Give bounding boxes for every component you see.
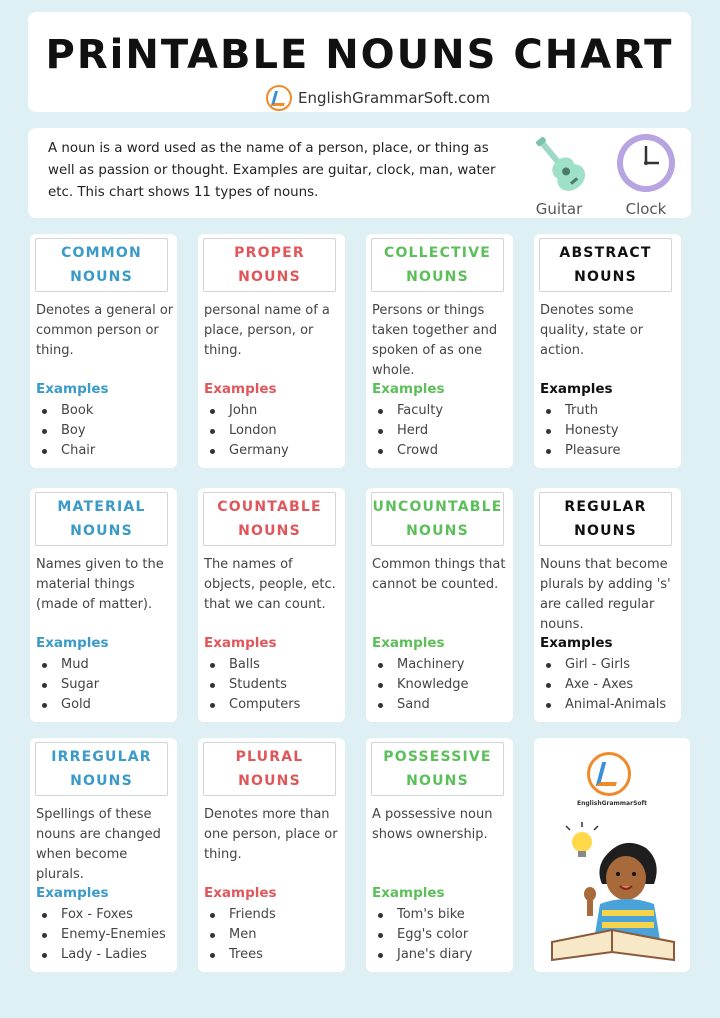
- card-title-line1: PLURAL: [235, 749, 304, 765]
- card-title-line2: NOUNS: [574, 269, 637, 285]
- intro-panel: [28, 128, 691, 218]
- example-item: Jane's diary: [372, 945, 472, 965]
- card-title-box: [539, 238, 672, 292]
- card-title-line1: COLLECTIVE: [383, 245, 491, 261]
- illustration-card: [534, 738, 690, 972]
- example-item: Lady - Ladies: [36, 945, 166, 965]
- example-item: Gold: [36, 695, 99, 715]
- card-title-box: [35, 238, 168, 292]
- card-title-line2: NOUNS: [238, 523, 301, 539]
- noun-card: [30, 488, 177, 722]
- card-title-line2: NOUNS: [70, 773, 133, 789]
- card-title-line1: REGULAR: [564, 499, 647, 515]
- example-item: Sand: [372, 695, 468, 715]
- clock-icon: [613, 132, 679, 194]
- card-title-line2: NOUNS: [238, 269, 301, 285]
- card-description: Nouns that become plurals by adding 's' are called regular nouns.: [540, 557, 671, 632]
- card-title-line1: UNCOUNTABLE: [372, 499, 503, 515]
- example-item: Animal-Animals: [540, 695, 666, 715]
- examples-list: [204, 401, 289, 461]
- card-title-line2: NOUNS: [70, 523, 133, 539]
- example-item: Machinery: [372, 655, 468, 675]
- example-item: Knowledge: [372, 675, 468, 695]
- card-title-line2: NOUNS: [574, 523, 637, 539]
- example-item: Trees: [204, 945, 276, 965]
- examples-list: [36, 401, 95, 461]
- brand-logo-icon: [587, 752, 631, 796]
- examples-list: [372, 655, 468, 715]
- card-title-line1: COMMON: [61, 245, 142, 261]
- examples-list: [36, 655, 99, 715]
- card-title-box: [35, 492, 168, 546]
- noun-card: [198, 488, 345, 722]
- noun-card: [30, 234, 177, 468]
- examples-list: [540, 401, 621, 461]
- card-title-line2: NOUNS: [238, 773, 301, 789]
- noun-card: [198, 234, 345, 468]
- examples-label: Examples: [540, 635, 613, 651]
- card-title-line1: MATERIAL: [57, 499, 146, 515]
- example-item: Fox - Foxes: [36, 905, 166, 925]
- example-item: Faculty: [372, 401, 443, 421]
- page-title: PRiNTABLE NOUNS CHART: [45, 32, 674, 78]
- examples-list: [372, 905, 472, 965]
- examples-label: Examples: [204, 635, 277, 651]
- lightbulb-icon: [566, 822, 598, 857]
- example-item: Pleasure: [540, 441, 621, 461]
- example-item: Sugar: [36, 675, 99, 695]
- card-title-line2: NOUNS: [406, 523, 469, 539]
- examples-label: Examples: [372, 885, 445, 901]
- brand-link[interactable]: EnglishGrammarSoft.com: [298, 89, 491, 107]
- example-item: Tom's bike: [372, 905, 472, 925]
- examples-list: [204, 905, 276, 965]
- example-item: London: [204, 421, 289, 441]
- guitar-icon: [524, 132, 594, 194]
- example-item: Egg's color: [372, 925, 472, 945]
- intro-text: A noun is a word used as the name of a person, place, or thing as well as passion or thought. Examples are guitar, clock, man, water etc. This chart shows 11 types of nouns.: [48, 141, 496, 200]
- card-title-box: [539, 492, 672, 546]
- card-title-box: [203, 238, 336, 292]
- card-title-line1: COUNTABLE: [217, 499, 322, 515]
- examples-label: Examples: [36, 885, 109, 901]
- card-title-box: [35, 742, 168, 796]
- examples-label: Examples: [204, 381, 277, 397]
- noun-card: [534, 234, 681, 468]
- noun-card: [198, 738, 345, 972]
- card-description: Common things that cannot be counted.: [372, 557, 506, 592]
- card-title-line1: POSSESSIVE: [383, 749, 492, 765]
- example-item: Crowd: [372, 441, 443, 461]
- noun-card: [30, 738, 177, 972]
- examples-list: [372, 401, 443, 461]
- card-title-box: [203, 742, 336, 796]
- header-panel: [28, 12, 691, 112]
- card-title-line1: IRREGULAR: [51, 749, 152, 765]
- example-item: Herd: [372, 421, 443, 441]
- example-item: John: [204, 401, 289, 421]
- examples-label: Examples: [36, 635, 109, 651]
- card-description: Denotes more than one person, place or thing.: [204, 807, 338, 862]
- example-item: Students: [204, 675, 300, 695]
- brand-logo-icon: [266, 85, 292, 111]
- examples-label: Examples: [540, 381, 613, 397]
- example-item: Balls: [204, 655, 300, 675]
- card-description: personal name of a place, person, or thing.: [204, 303, 330, 358]
- examples-list: [36, 905, 166, 965]
- example-item: Friends: [204, 905, 276, 925]
- card-title-box: [371, 742, 504, 796]
- noun-card: [366, 738, 513, 972]
- card-title-line2: NOUNS: [406, 269, 469, 285]
- clock-caption: Clock: [625, 200, 667, 218]
- example-item: Honesty: [540, 421, 621, 441]
- example-item: Girl - Girls: [540, 655, 666, 675]
- example-item: Boy: [36, 421, 95, 441]
- card-title-box: [203, 492, 336, 546]
- card-description: A possessive noun shows ownership.: [372, 807, 493, 842]
- examples-label: Examples: [372, 635, 445, 651]
- noun-card: [366, 488, 513, 722]
- card-description: Denotes some quality, state or action.: [540, 303, 644, 358]
- example-item: Axe - Axes: [540, 675, 666, 695]
- examples-label: Examples: [36, 381, 109, 397]
- example-item: Truth: [540, 401, 621, 421]
- example-item: Enemy-Enemies: [36, 925, 166, 945]
- card-description: Denotes a general or common person or thing.: [36, 303, 174, 358]
- example-item: Chair: [36, 441, 95, 461]
- example-item: Computers: [204, 695, 300, 715]
- examples-label: Examples: [372, 381, 445, 397]
- example-item: Germany: [204, 441, 289, 461]
- card-title-line2: NOUNS: [70, 269, 133, 285]
- card-description: Persons or things taken together and spoken of as one whole.: [372, 303, 498, 378]
- examples-list: [540, 655, 666, 715]
- card-description: Names given to the material things (made of matter).: [36, 557, 164, 612]
- guitar-caption: Guitar: [535, 200, 583, 218]
- examples-list: [204, 655, 300, 715]
- example-item: Mud: [36, 655, 99, 675]
- example-item: Book: [36, 401, 95, 421]
- student-reading-illustration: [542, 812, 682, 964]
- brand[interactable]: [266, 84, 490, 112]
- clock-figure: [613, 132, 679, 218]
- card-description: The names of objects, people, etc. that we can count.: [204, 557, 336, 612]
- card-title-line1: PROPER: [234, 245, 305, 261]
- card-title-line1: ABSTRACT: [559, 245, 652, 261]
- guitar-figure: [524, 132, 594, 218]
- noun-card: [366, 234, 513, 468]
- examples-label: Examples: [204, 885, 277, 901]
- card-title-box: [371, 238, 504, 292]
- card-title-line2: NOUNS: [406, 773, 469, 789]
- card-title-box: [371, 492, 504, 546]
- example-item: Men: [204, 925, 276, 945]
- noun-card: [534, 488, 681, 722]
- card-description: Spellings of these nouns are changed when become plurals.: [36, 807, 161, 882]
- illustration-brand: EnglishGrammarSoft: [577, 800, 647, 807]
